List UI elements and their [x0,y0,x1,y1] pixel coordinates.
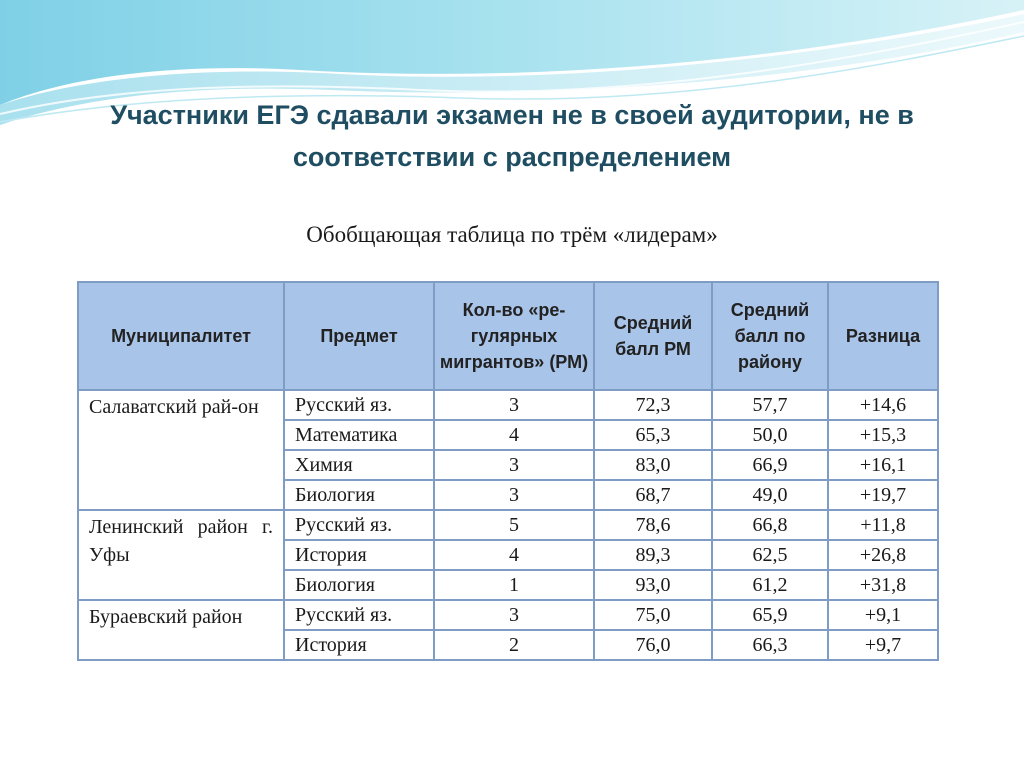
slide-title-line1: Участники ЕГЭ сдавали экзамен не в своей аудитории, не в [110,100,914,130]
avg-district-cell: 61,2 [712,570,828,600]
subject-cell: Русский яз. [284,390,434,420]
avg-district-cell: 57,7 [712,390,828,420]
avg-district-cell: 50,0 [712,420,828,450]
difference-cell: +14,6 [828,390,938,420]
header-municipality: Муниципалитет [78,282,284,390]
count-cell: 3 [434,390,594,420]
avg-rm-cell: 89,3 [594,540,712,570]
difference-cell: +15,3 [828,420,938,450]
table-row [78,510,938,540]
difference-cell: +26,8 [828,540,938,570]
slide-title-line2: соответствии с распределением [292,142,732,172]
subject-cell: История [284,540,434,570]
avg-rm-cell: 75,0 [594,600,712,630]
avg-rm-cell: 78,6 [594,510,712,540]
difference-cell: +11,8 [828,510,938,540]
header-avg-district: Средний балл по району [712,282,828,390]
subject-cell: Химия [284,450,434,480]
count-cell: 4 [434,540,594,570]
subject-cell: Русский яз. [284,510,434,540]
subject-cell: Русский яз. [284,600,434,630]
avg-rm-cell: 76,0 [594,630,712,660]
difference-cell: +9,7 [828,630,938,660]
count-cell: 1 [434,570,594,600]
count-cell: 3 [434,450,594,480]
table-row [78,390,938,420]
header-subject: Предмет [284,282,434,390]
summary-table [77,281,939,661]
header-count: Кол-во «ре-гулярных мигрантов» (РМ) [434,282,594,390]
municipality-cell: Салаватский рай-он [78,390,284,510]
count-cell: 3 [434,600,594,630]
avg-district-cell: 66,8 [712,510,828,540]
municipality-cell: Ленинский район г. Уфы [78,510,284,600]
difference-cell: +19,7 [828,480,938,510]
avg-rm-cell: 65,3 [594,420,712,450]
avg-district-cell: 66,3 [712,630,828,660]
header-avg-rm: Средний балл РМ [594,282,712,390]
subject-cell: История [284,630,434,660]
avg-rm-cell: 93,0 [594,570,712,600]
slide-subtitle: Обобщающая таблица по трём «лидерам» [306,222,718,247]
count-cell: 5 [434,510,594,540]
subject-cell: Математика [284,420,434,450]
avg-rm-cell: 72,3 [594,390,712,420]
subject-cell: Биология [284,570,434,600]
slide-title [40,94,984,178]
count-cell: 3 [434,480,594,510]
table-header-row [78,282,938,390]
count-cell: 4 [434,420,594,450]
municipality-cell: Бураевский район [78,600,284,660]
avg-rm-cell: 68,7 [594,480,712,510]
subject-cell: Биология [284,480,434,510]
avg-district-cell: 65,9 [712,600,828,630]
header-difference: Разница [828,282,938,390]
count-cell: 2 [434,630,594,660]
summary-table-container [77,281,939,661]
avg-rm-cell: 83,0 [594,450,712,480]
avg-district-cell: 62,5 [712,540,828,570]
avg-district-cell: 49,0 [712,480,828,510]
difference-cell: +9,1 [828,600,938,630]
avg-district-cell: 66,9 [712,450,828,480]
difference-cell: +31,8 [828,570,938,600]
difference-cell: +16,1 [828,450,938,480]
table-row [78,600,938,630]
